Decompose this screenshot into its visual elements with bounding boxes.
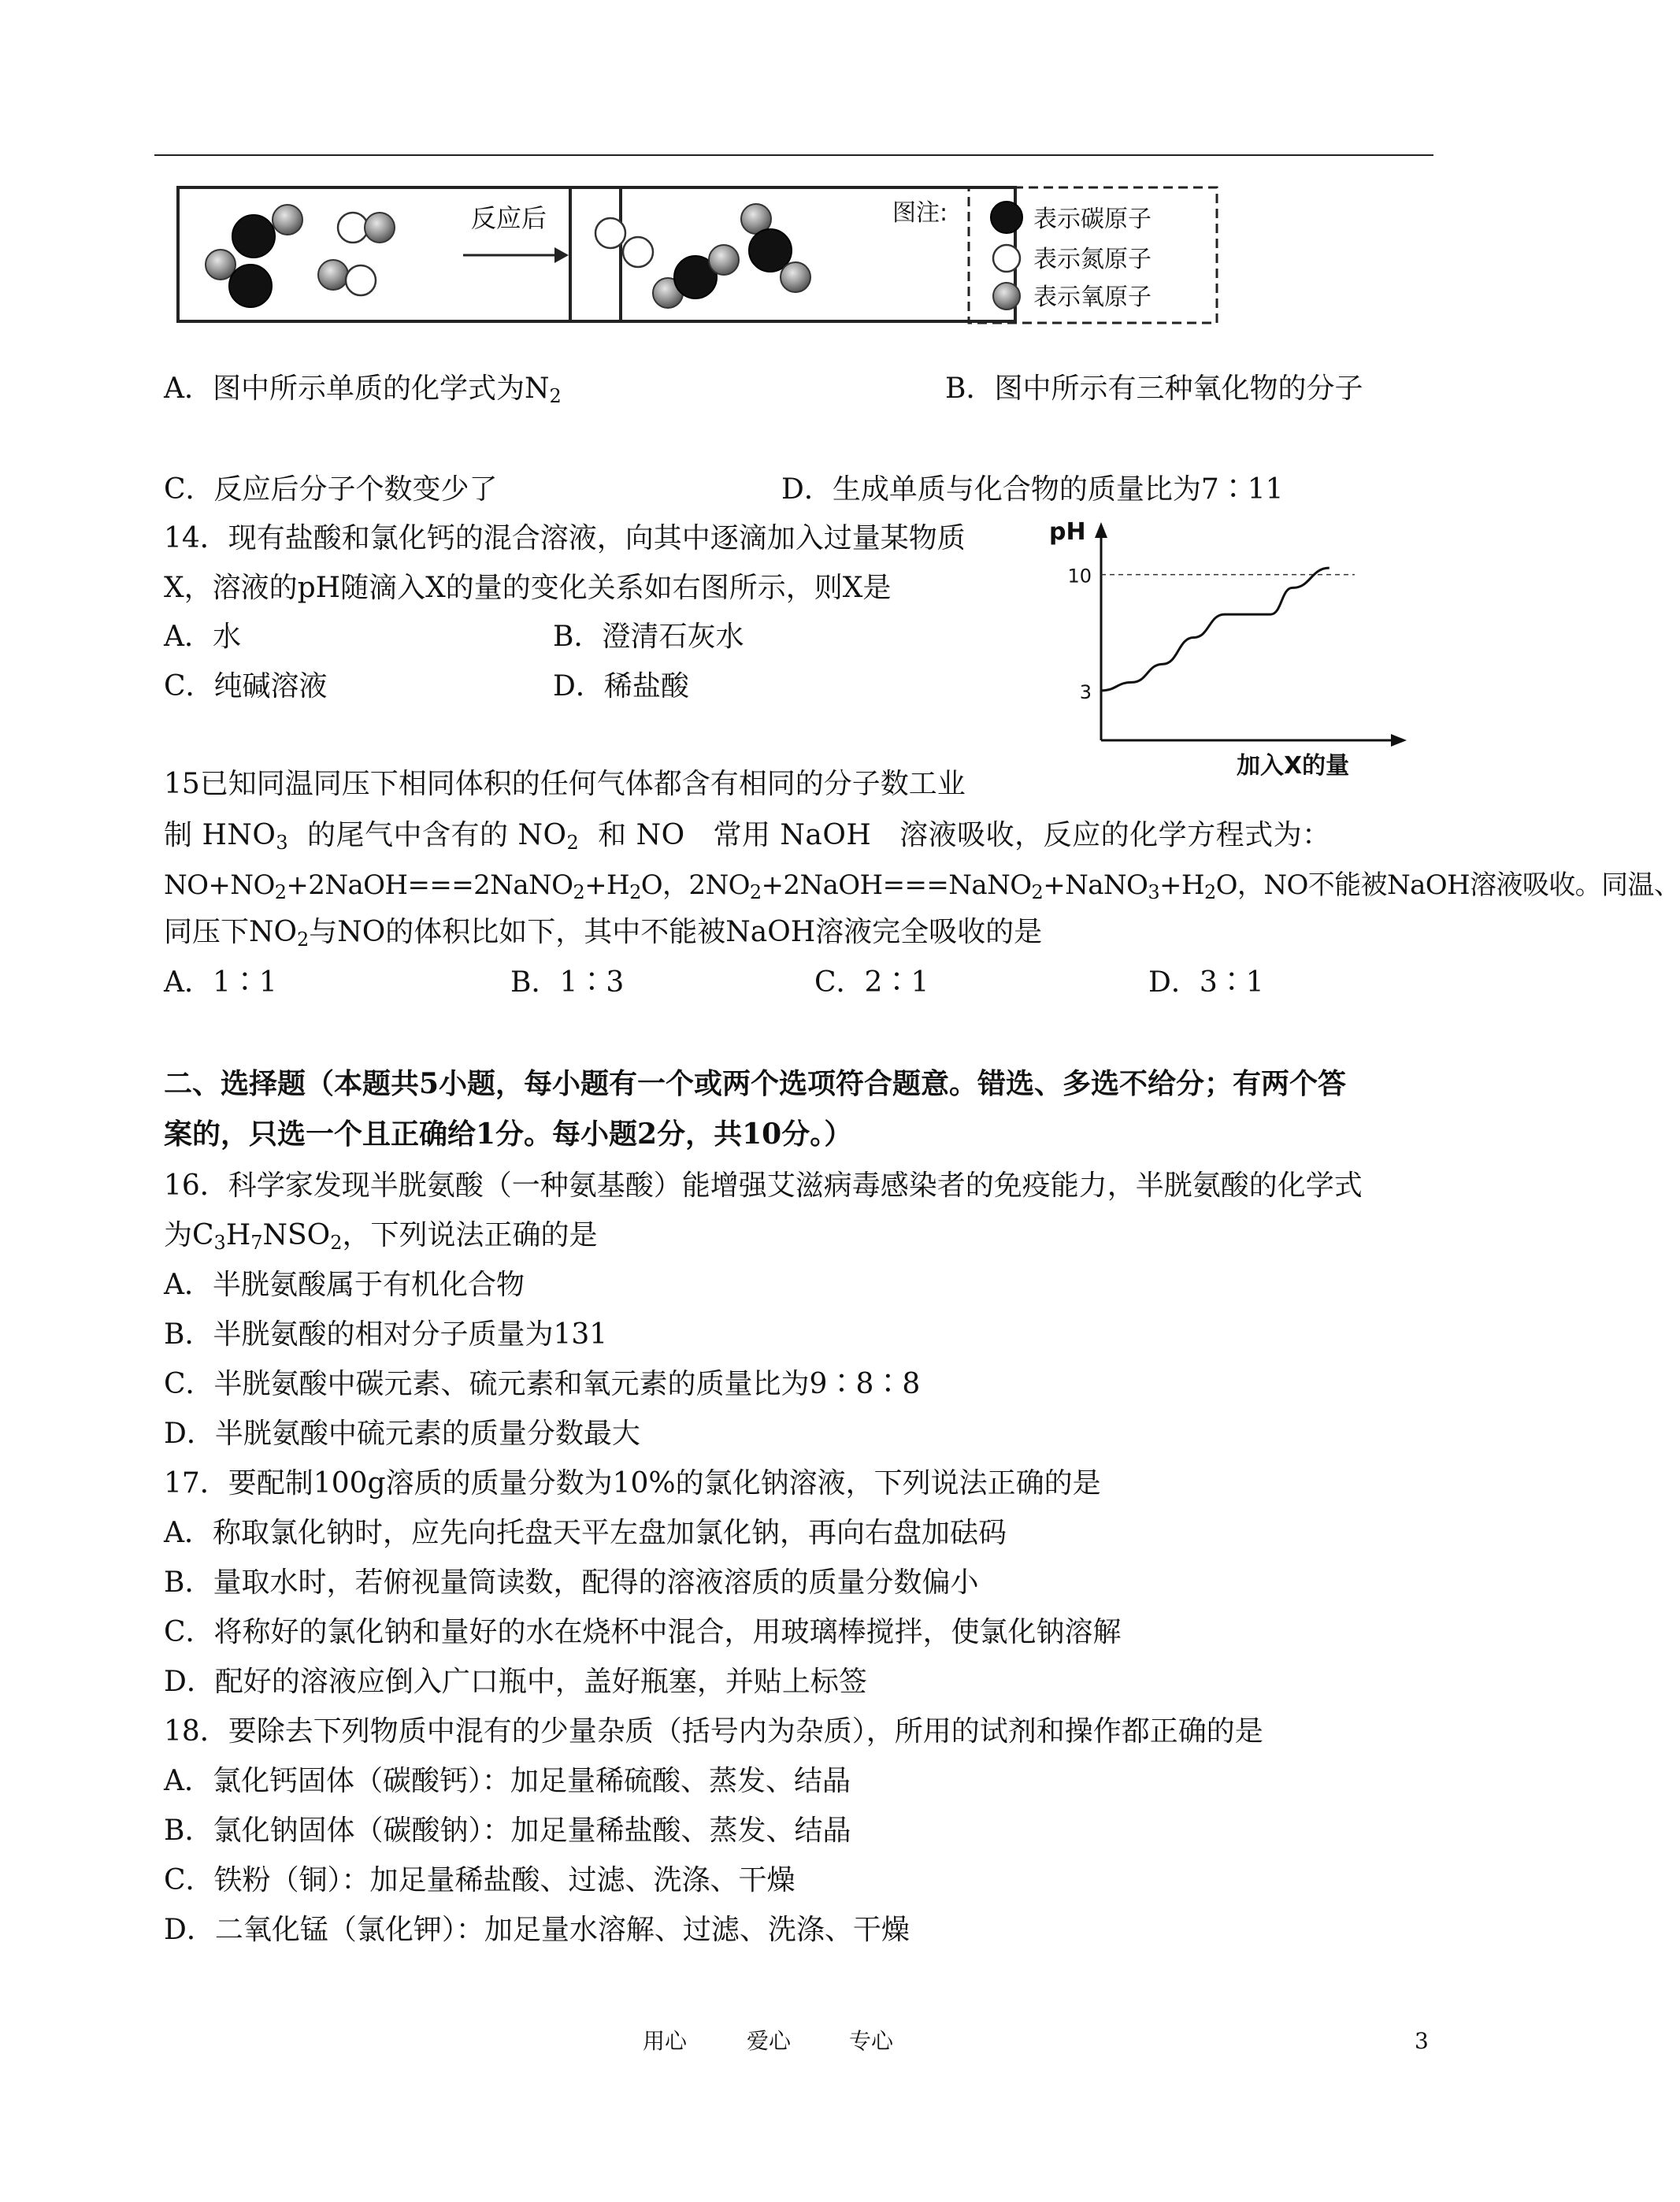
oxygen-atom: [709, 245, 739, 275]
q16-stem-line1: 16．科学家发现半胱氨酸（一种氨基酸）能增强艾滋病毒感染者的免疫能力，半胱氨酸的化学式: [164, 1170, 1363, 1202]
reaction-diagram: [173, 180, 1229, 329]
q16-stem-line2: 为$C_3H_7NSO_2$，下列说法正确的是: [164, 1219, 598, 1254]
q15-stem-line1: 15已知同温同压下相同体积的任何气体都含有相同的分子数工业: [164, 768, 966, 800]
q15-option-d: D．3∶1: [1148, 966, 1264, 999]
carbon-atom: [229, 265, 272, 307]
x-axis-arrow: [1391, 734, 1407, 747]
q14-stem-line2: X，溶液的pH随滴入X的量的变化关系如右图所示，则X是: [164, 572, 892, 604]
nitrogen-atom: [346, 265, 376, 295]
after-molecules: [595, 204, 810, 308]
legend-carbon-label: 表示碳原子: [1033, 206, 1152, 233]
y-tick-label: 10: [1067, 565, 1092, 588]
footer-motto-2: 爱心: [747, 2028, 792, 2054]
header-rule: [154, 154, 1433, 156]
q17-option-b: B．量取水时，若俯视量筒读数，配得的溶液溶质的质量分数偏小: [164, 1566, 979, 1599]
arrow-head: [554, 247, 569, 263]
q15-option-b: B．1∶3: [510, 966, 625, 999]
section2-heading-line1: 二、选择题（本题共5小题，每小题有一个或两个选项符合题意。错选、多选不给分；有两个答: [164, 1067, 1347, 1100]
section2-heading-line2: 案的，只选一个且正确给1分。每小题2分，共10分。）: [164, 1118, 853, 1151]
q16-option-a: A．半胱氨酸属于有机化合物: [164, 1269, 525, 1301]
ph-chart-marks: [1067, 565, 1355, 703]
q14-option-c: C．纯碱溶液: [164, 670, 328, 702]
legend-oxygen-label: 表示氧原子: [1033, 284, 1152, 311]
q14-stem-line1: 14．现有盐酸和氯化钙的混合溶液，向其中逐滴加入过量某物质: [164, 522, 966, 554]
q17-option-d: D．配好的溶液应倒入广口瓶中，盖好瓶塞，并贴上标签: [164, 1666, 867, 1698]
q13-option-a: A．图中所示单质的化学式为$N_2$: [164, 373, 562, 407]
oxygen-atom: [781, 262, 810, 292]
footer-motto-1: 用心: [643, 2028, 688, 2054]
ph-curve-series-0: [1101, 568, 1330, 691]
q18-option-c: C．铁粉（铜）：加足量稀盐酸、过滤、洗涤、干燥: [164, 1864, 795, 1896]
q18-stem: 18．要除去下列物质中混有的少量杂质（括号内为杂质），所用的试剂和操作都正确的是: [164, 1715, 1263, 1748]
page-number: 3: [1415, 2028, 1429, 2054]
carbon-atom: [232, 215, 275, 258]
q17-stem: 17．要配制100g溶质的质量分数为10%的氯化钠溶液，下列说法正确的是: [164, 1467, 1101, 1500]
oxygen-atom: [318, 260, 348, 290]
nitrogen-atom: [595, 218, 625, 248]
q18-option-b: B．氯化钠固体（碳酸钠）：加足量稀盐酸、蒸发、结晶: [164, 1815, 851, 1847]
q15-stem-line2: 制 $HNO_3$ 的尾气中含有的 $NO_2$ 和 NO 常用 NaOH 溶液吸收，反应的化学方程式为：: [164, 819, 1331, 854]
q16-option-b: B．半胱氨酸的相对分子质量为131: [164, 1318, 608, 1351]
q18-option-a: A．氯化钙固体（碳酸钙）：加足量稀硫酸、蒸发、结晶: [164, 1765, 851, 1797]
legend-nitrogen-label: 表示氮原子: [1033, 246, 1152, 273]
y-tick-label: 3: [1079, 680, 1092, 703]
q13-option-c: C．反应后分子个数变少了: [164, 473, 498, 506]
nitrogen-atom: [338, 213, 368, 243]
q13-option-d: D．生成单质与化合物的质量比为7∶11: [781, 473, 1284, 506]
q14-option-b: B．澄清石灰水: [553, 621, 744, 653]
q13-option-b: B．图中所示有三种氧化物的分子: [945, 373, 1363, 405]
legend-carbon-swatch: [991, 202, 1022, 233]
oxygen-atom: [273, 205, 302, 235]
q16-option-d: D．半胱氨酸中硫元素的质量分数最大: [164, 1418, 640, 1450]
q17-option-a: A．称取氯化钠时，应先向托盘天平左盘加氯化钠，再向右盘加砝码: [164, 1517, 1007, 1549]
legend-nitrogen-swatch: [993, 245, 1020, 272]
q17-option-c: C．将称好的氯化钠和量好的水在烧杯中混合，用玻璃棒搅拌，使氯化钠溶解: [164, 1616, 1122, 1648]
y-axis-arrow: [1095, 522, 1107, 538]
footer-motto-3: 专心: [849, 2028, 894, 2054]
y-axis-label: pH: [1049, 518, 1086, 546]
before-molecules: [206, 205, 395, 307]
x-axis-label: 加入X的量: [1237, 752, 1350, 780]
legend-oxygen-swatch: [993, 283, 1020, 310]
q15-stem-line4: 同压下$NO_2$与NO的体积比如下，其中不能被NaOH溶液完全吸收的是: [164, 916, 1043, 951]
ph-chart: [1040, 516, 1418, 788]
q15-option-c: C．2∶1: [814, 966, 929, 999]
legend-title: 图注:: [892, 199, 948, 227]
q14-option-a: A．水: [164, 621, 241, 653]
q14-option-d: D．稀盐酸: [553, 670, 689, 702]
q18-option-d: D．二氧化锰（氯化钾）：加足量水溶解、过滤、洗涤、干燥: [164, 1914, 910, 1946]
oxygen-atom: [206, 250, 235, 280]
oxygen-atom: [365, 213, 395, 243]
q15-option-a: A．1∶1: [164, 966, 277, 999]
q16-option-c: C．半胱氨酸中碳元素、硫元素和氧元素的质量比为9∶8∶8: [164, 1368, 921, 1400]
nitrogen-atom: [623, 237, 653, 267]
arrow-label: 反应后: [471, 203, 547, 233]
q15-stem-line3: $NO+NO_2+2NaOH===2NaNO_2+H_2O$，$2NO_2+2NaOH===NaNO_2+NaNO_3+H_2O$，NO不能被NaOH溶液吸收。同温、: [164, 869, 1680, 903]
